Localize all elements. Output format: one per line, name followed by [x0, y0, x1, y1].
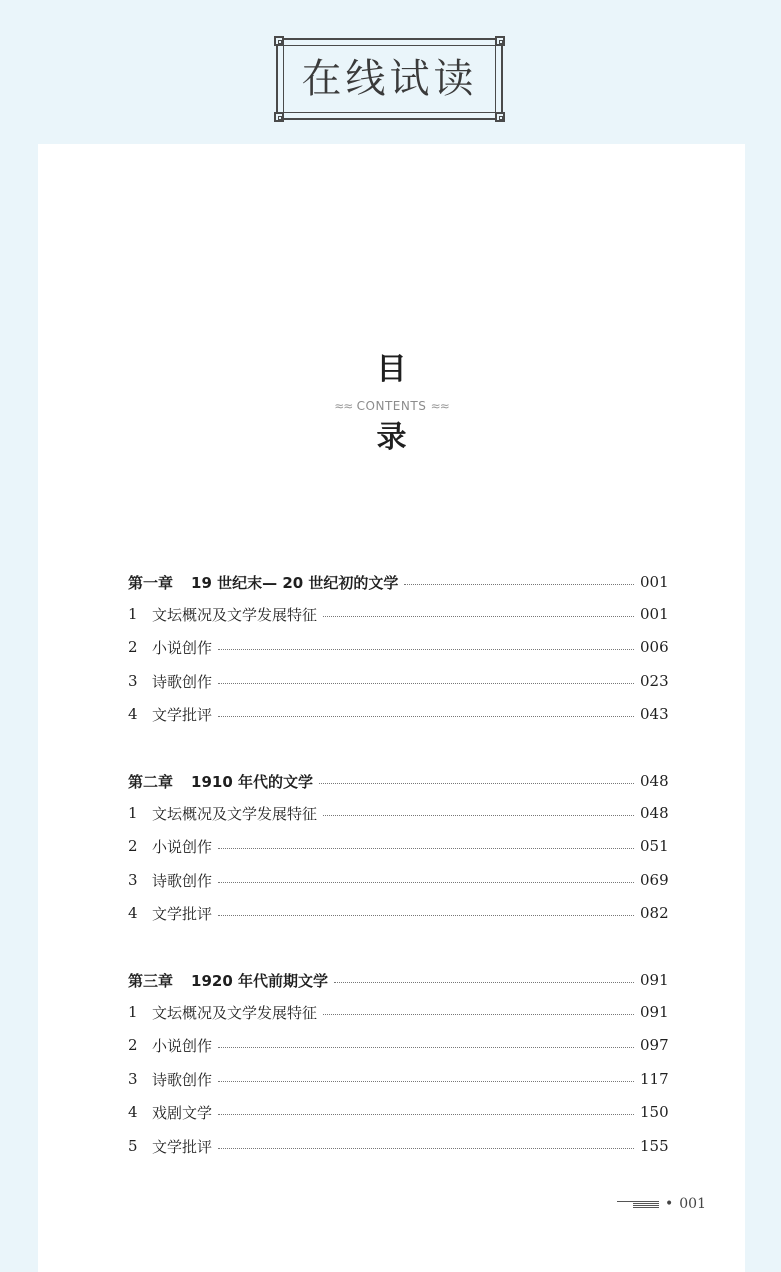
toc-heading-bottom: 录: [376, 420, 407, 455]
banner-title: 在线试读: [301, 56, 478, 102]
dot-leader: [218, 1114, 634, 1115]
toc-chapter-row: [128, 969, 669, 991]
section-title: 诗歌创作: [152, 672, 213, 691]
toc-section-row: [128, 1135, 669, 1157]
banner-corner-ornament: [495, 36, 505, 46]
section-number: 2: [128, 638, 138, 656]
toc-page-number: 097: [640, 1036, 669, 1054]
banner-corner-ornament: [274, 36, 284, 46]
toc-page-number: 043: [640, 705, 669, 723]
toc-page-number: 006: [640, 638, 669, 656]
dot-leader: [218, 848, 634, 849]
toc-page-number: 150: [640, 1103, 669, 1121]
section-title: 诗歌创作: [152, 871, 213, 890]
chapter-number: 第二章: [128, 772, 174, 791]
dot-leader: [218, 915, 634, 916]
toc-chapter-row: [128, 571, 669, 593]
section-title: 文学批评: [152, 904, 213, 923]
section-title: 文坛概况及文学发展特征: [152, 1003, 318, 1022]
toc-page-number: 051: [640, 837, 669, 855]
toc-chapter-row: [128, 770, 669, 792]
chapter-title: 1920 年代前期文学: [191, 971, 328, 990]
toc-page-number: 023: [640, 672, 669, 690]
section-number: 2: [128, 837, 138, 855]
section-title: 文学批评: [152, 1137, 213, 1156]
footer-line-ornament: [617, 1200, 659, 1208]
chapter-number: 第三章: [128, 971, 174, 990]
toc-section-row: [128, 703, 669, 725]
banner-corner-ornament: [274, 112, 284, 122]
toc-page-number: 048: [640, 772, 669, 790]
toc-section-row: [128, 802, 669, 824]
toc-section-row: [128, 835, 669, 857]
section-number: 2: [128, 1036, 138, 1054]
toc-page-number: 048: [640, 804, 669, 822]
page-footer: [576, 1194, 706, 1214]
dot-leader: [218, 1081, 634, 1082]
section-number: 1: [128, 1003, 138, 1021]
chapter-label: [128, 572, 398, 593]
dot-leader: [218, 683, 634, 684]
section-title: 小说创作: [152, 1036, 213, 1055]
toc-section-row: [128, 1001, 669, 1023]
toc-page-number: 082: [640, 904, 669, 922]
dot-leader: [334, 982, 634, 983]
banner-corner-ornament: [495, 112, 505, 122]
dot-leader: [323, 1014, 634, 1015]
chapter-label: [128, 771, 313, 792]
section-number: 4: [128, 1103, 138, 1121]
toc-page-number: 155: [640, 1137, 669, 1155]
section-number: 1: [128, 804, 138, 822]
book-page: [38, 144, 745, 1272]
section-number: 3: [128, 871, 138, 889]
toc-section-row: [128, 1068, 669, 1090]
dot-leader: [218, 716, 634, 717]
section-number: 5: [128, 1137, 138, 1155]
chapter-number: 第一章: [128, 573, 174, 592]
section-number: 1: [128, 605, 138, 623]
wave-ornament-right: ≈≈: [430, 399, 449, 413]
section-title: 诗歌创作: [152, 1070, 213, 1089]
toc-page-number: 069: [640, 871, 669, 889]
toc-page-number: 001: [640, 573, 669, 591]
section-number: 3: [128, 672, 138, 690]
toc-page-number: 117: [640, 1070, 669, 1088]
section-title: 文学批评: [152, 705, 213, 724]
chapter-title: 19 世纪末— 20 世纪初的文学: [191, 573, 399, 592]
toc-section-row: [128, 902, 669, 924]
online-preview-banner: [276, 38, 503, 120]
wave-ornament-left: ≈≈: [334, 399, 353, 413]
dot-leader: [218, 1148, 634, 1149]
toc-section-row: [128, 670, 669, 692]
toc-section-row: [128, 603, 669, 625]
section-title: 小说创作: [152, 638, 213, 657]
section-title: 文坛概况及文学发展特征: [152, 804, 318, 823]
dot-leader: [218, 649, 634, 650]
toc-heading-top: 目: [376, 352, 407, 387]
dot-leader: [319, 783, 634, 784]
dot-leader: [323, 616, 634, 617]
toc-section-row: [128, 1101, 669, 1123]
chapter-label: [128, 970, 328, 991]
contents-label: CONTENTS: [356, 399, 427, 413]
section-number: 3: [128, 1070, 138, 1088]
section-title: 文坛概况及文学发展特征: [152, 605, 318, 624]
toc-heading-contents: [38, 398, 745, 414]
toc-section-row: [128, 636, 669, 658]
toc-section-row: [128, 1034, 669, 1056]
toc-page-number: 001: [640, 605, 669, 623]
dot-leader: [404, 584, 634, 585]
dot-leader: [323, 815, 634, 816]
section-number: 4: [128, 705, 138, 723]
section-number: 4: [128, 904, 138, 922]
footer-dot: •: [665, 1196, 674, 1212]
section-title: 戏剧文学: [152, 1103, 213, 1122]
footer-page-number: 001: [679, 1196, 706, 1212]
toc-section-row: [128, 869, 669, 891]
dot-leader: [218, 1047, 634, 1048]
dot-leader: [218, 882, 634, 883]
chapter-title: 1910 年代的文学: [191, 772, 313, 791]
toc-page-number: 091: [640, 1003, 669, 1021]
section-title: 小说创作: [152, 837, 213, 856]
toc-page-number: 091: [640, 971, 669, 989]
